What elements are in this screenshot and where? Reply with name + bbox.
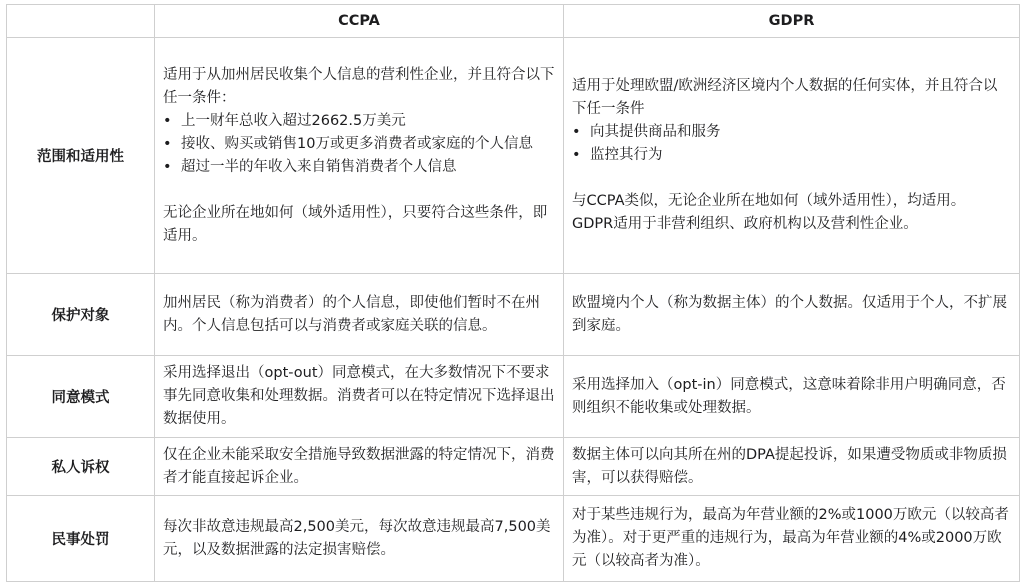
row-label-consent: 同意模式	[7, 356, 155, 438]
table-row-penalty	[7, 496, 1020, 582]
ccpa-scope-bullet-3: 超过一半的年收入来自销售消费者个人信息	[181, 158, 457, 175]
cell-gdpr-scope	[564, 38, 1020, 274]
cell-ccpa-penalty: 每次非故意违规最高2,500美元，每次故意违规最高7,500美元，以及数据泄露的法定损害赔偿。	[155, 496, 564, 582]
row-label-protected: 保护对象	[7, 274, 155, 356]
cell-ccpa-scope	[155, 38, 564, 274]
ccpa-scope-note: 无论企业所在地如何（域外适用性），只要符合这些条件，即适用。	[163, 204, 548, 244]
bullet-icon: •	[163, 112, 172, 129]
table-row-scope	[7, 38, 1020, 274]
bullet-icon: •	[163, 135, 172, 152]
row-label-private-action: 私人诉权	[7, 438, 155, 496]
cell-ccpa-consent: 采用选择退出（opt-out）同意模式，在大多数情况下不要求事先同意收集和处理数据。消费者可以在特定情况下选择退出数据使用。	[155, 356, 564, 438]
gdpr-scope-intro: 适用于处理欧盟/欧洲经济区境内个人数据的任何实体，并且符合以下任一条件	[572, 78, 998, 117]
row-label-penalty: 民事处罚	[7, 496, 155, 582]
ccpa-scope-bullet-2: 接收、购买或销售10万或更多消费者或家庭的个人信息	[181, 135, 533, 152]
gdpr-scope-note-1: 与CCPA类似，无论企业所在地如何（域外适用性），均适用。	[572, 193, 966, 209]
bullet-icon: •	[572, 124, 581, 140]
cell-gdpr-consent: 采用选择加入（opt-in）同意模式，这意味着除非用户明确同意，否则组织不能收集或处理数据。	[564, 356, 1020, 438]
comparison-table	[6, 4, 1020, 582]
gdpr-scope-note-2: GDPR适用于非营利组织、政府机构以及营利性企业。	[572, 216, 918, 232]
gdpr-scope-bullet-1: 向其提供商品和服务	[590, 124, 721, 140]
row-label-scope: 范围和适用性	[7, 38, 155, 274]
cell-ccpa-private-action: 仅在企业未能采取安全措施导致数据泄露的特定情况下，消费者才能直接起诉企业。	[155, 438, 564, 496]
cell-ccpa-protected: 加州居民（称为消费者）的个人信息，即使他们暂时不在州内。个人信息包括可以与消费者或家庭关联的信息。	[155, 274, 564, 356]
header-ccpa: CCPA	[155, 5, 564, 38]
list-item	[572, 121, 1011, 144]
table-row-private-action	[7, 438, 1020, 496]
header-empty-cell	[7, 5, 155, 38]
cell-gdpr-protected: 欧盟境内个人（称为数据主体）的个人数据。仅适用于个人，不扩展到家庭。	[564, 274, 1020, 356]
bullet-icon: •	[572, 147, 581, 163]
cell-gdpr-penalty: 对于某些违规行为，最高为年营业额的2%或1000万欧元（以较高者为准）。对于更严重的违规行为，最高为年营业额的4%或2000万欧元（以较高者为准）。	[564, 496, 1020, 582]
table-row-protected	[7, 274, 1020, 356]
gdpr-scope-bullet-2: 监控其行为	[590, 147, 663, 163]
list-item	[163, 110, 555, 133]
table-row-consent	[7, 356, 1020, 438]
bullet-icon: •	[163, 158, 172, 175]
ccpa-scope-intro: 适用于从加州居民收集个人信息的营利性企业，并且符合以下任一条件：	[163, 66, 555, 106]
ccpa-scope-bullet-1: 上一财年总收入超过2662.5万美元	[181, 112, 406, 129]
list-item	[163, 156, 555, 179]
header-row	[7, 5, 1020, 38]
header-gdpr: GDPR	[564, 5, 1020, 38]
cell-gdpr-private-action: 数据主体可以向其所在州的DPA提起投诉，如果遭受物质或非物质损害，可以获得赔偿。	[564, 438, 1020, 496]
list-item	[163, 133, 555, 156]
list-item	[572, 144, 1011, 167]
